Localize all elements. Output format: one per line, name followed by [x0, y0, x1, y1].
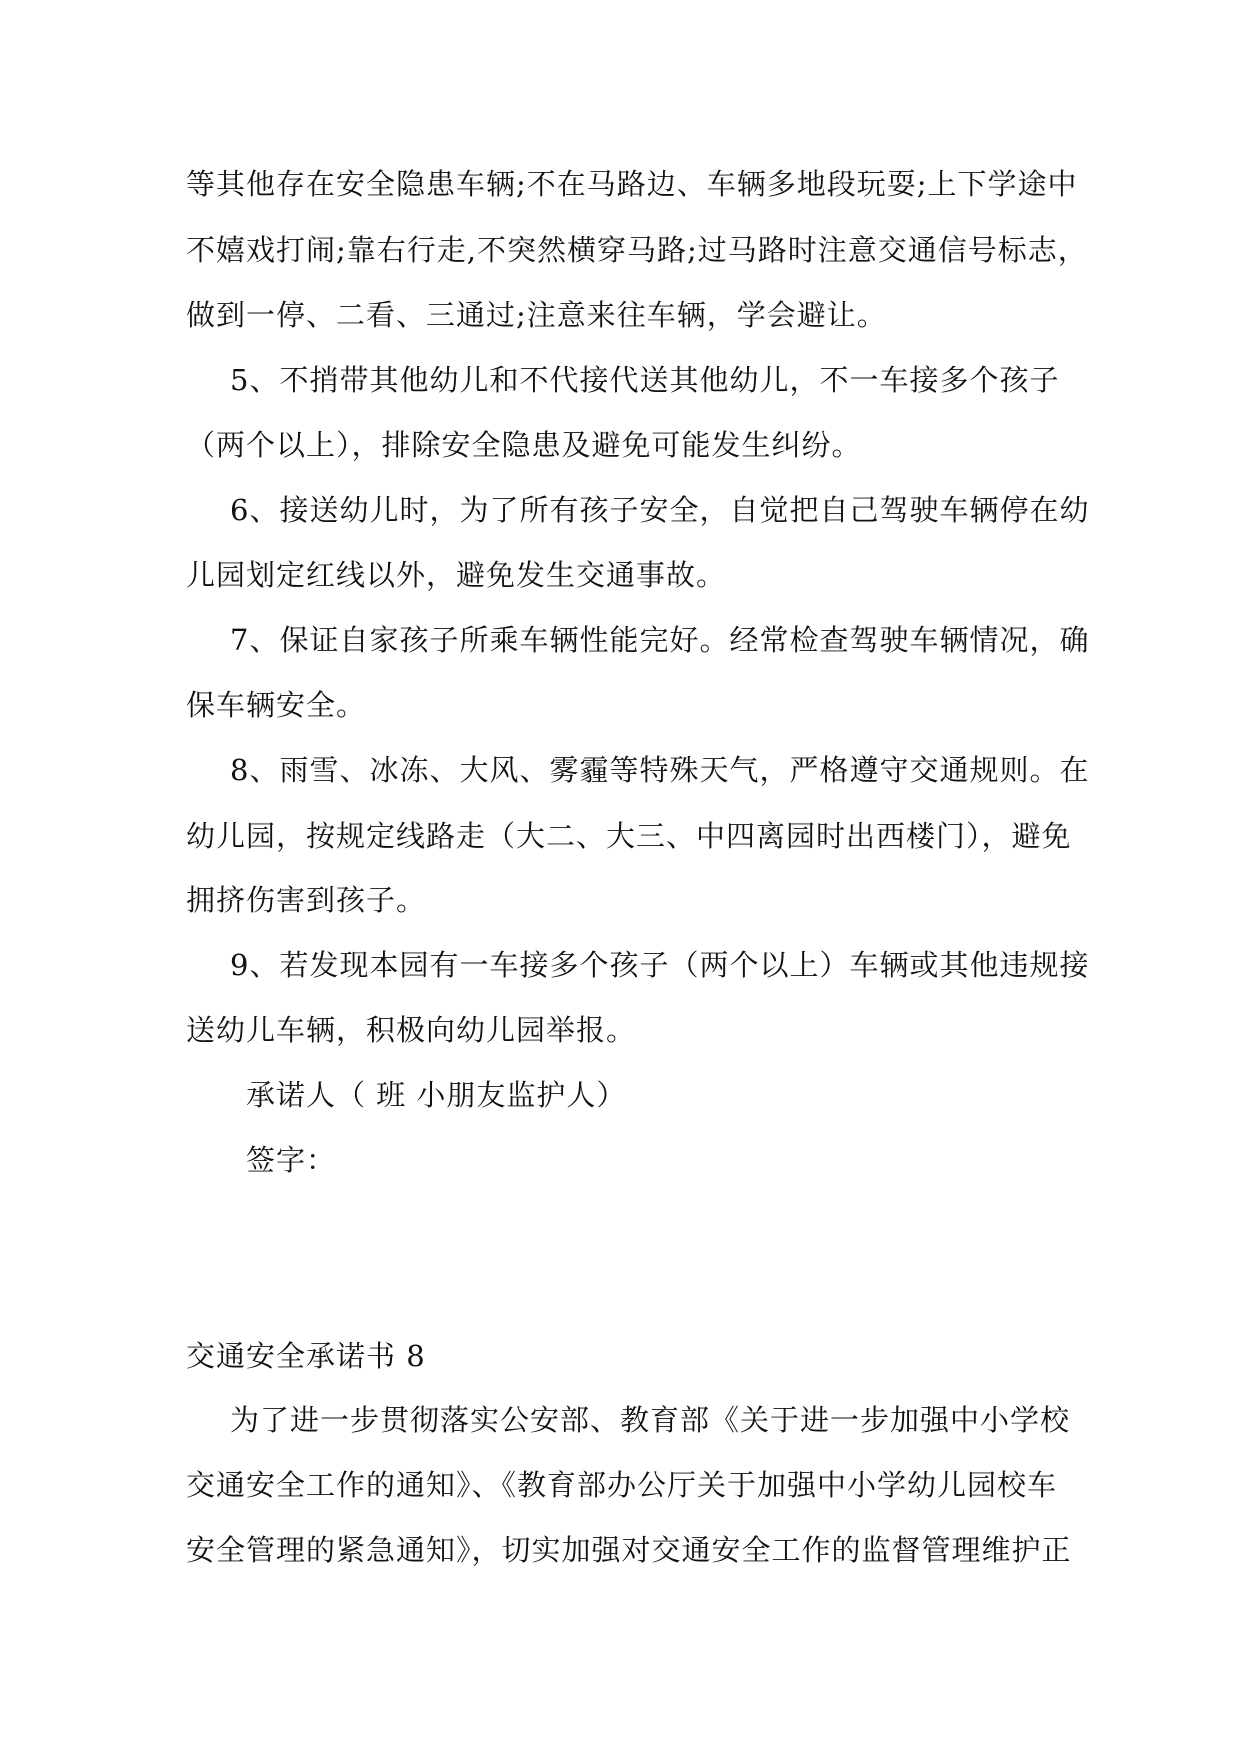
- list-item-7: 7、保证自家孩子所乘车辆性能完好。经常检查驾驶车辆情况，确: [230, 623, 1090, 657]
- text-line: （两个以上），排除安全隐患及避免可能发生纠纷。: [186, 428, 862, 462]
- text-line: 做到一停、二看、三通过;注意来往车辆，学会避让。: [186, 298, 887, 332]
- text-line: 不嬉戏打闹;靠右行走,不突然横穿马路;过马路时注意交通信号标志，: [186, 233, 1088, 267]
- list-item-5: 5、不捎带其他幼儿和不代接代送其他幼儿，不一车接多个孩子: [230, 363, 1060, 397]
- list-item-8: 8、雨雪、冰冻、大风、雾霾等特殊天气，严格遵守交通规则。在: [230, 753, 1090, 787]
- text-line: 保车辆安全。: [186, 688, 367, 722]
- promisor-line: 承诺人（ 班 小朋友监护人）: [246, 1078, 627, 1112]
- section-title: 交通安全承诺书 8: [186, 1339, 426, 1373]
- list-item-9: 9、若发现本园有一车接多个孩子（两个以上）车辆或其他违规接: [230, 948, 1090, 982]
- text-line: 为了进一步贯彻落实公安部、教育部《关于进一步加强中小学校: [230, 1403, 1071, 1437]
- text-line: 安全管理的紧急通知》，切实加强对交通安全工作的监督管理维护正: [186, 1533, 1072, 1567]
- signature-line: 签字：: [246, 1143, 337, 1177]
- text-line: 儿园划定红线以外，避免发生交通事故。: [186, 558, 727, 592]
- text-line: 幼儿园，按规定线路走（大二、大三、中四离园时出西楼门），避免: [186, 819, 1072, 853]
- text-line: 交通安全工作的通知》、《教育部办公厅关于加强中小学幼儿园校车: [186, 1468, 1058, 1502]
- text-line: 送幼儿车辆，积极向幼儿园举报。: [186, 1013, 637, 1047]
- list-item-6: 6、接送幼儿时，为了所有孩子安全，自觉把自己驾驶车辆停在幼: [230, 493, 1090, 527]
- text-line: 等其他存在安全隐患车辆;不在马路边、车辆多地段玩耍;上下学途中: [186, 167, 1078, 201]
- text-line: 拥挤伤害到孩子。: [186, 883, 427, 917]
